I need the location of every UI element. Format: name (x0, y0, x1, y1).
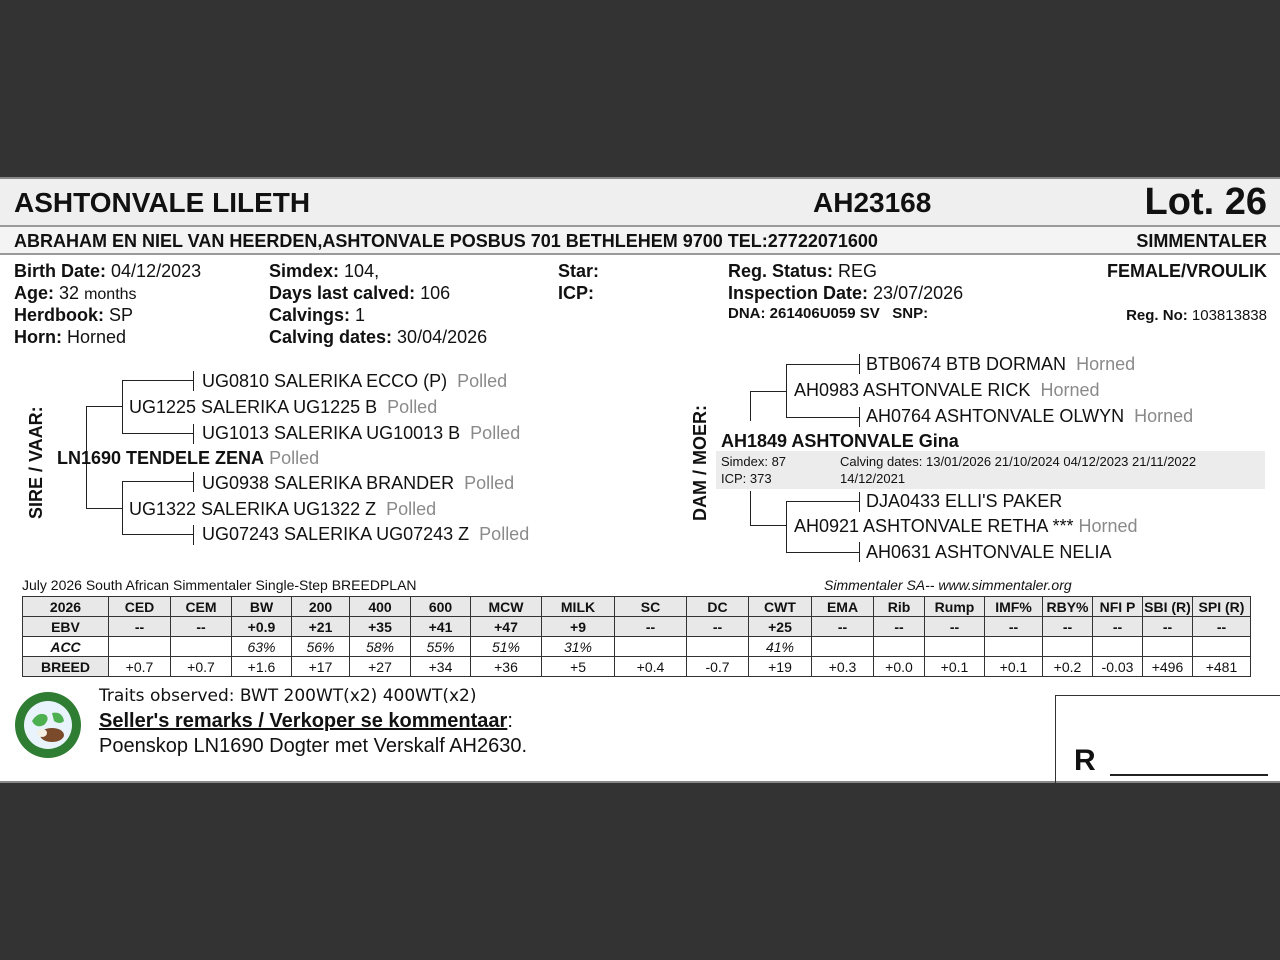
dam-tick-dsd (859, 407, 860, 427)
dam-sire: AH0983 ASHTONVALE RICK Horned (794, 380, 1100, 400)
breed-row-cell: +496 (1143, 657, 1193, 677)
ebv-header-row-cell: SBI (R) (1144, 598, 1191, 615)
sire-vline-sd (122, 481, 123, 535)
acc-row-cell (615, 637, 687, 657)
price-line[interactable] (1110, 774, 1268, 776)
ebv-row-cell: +47 (471, 617, 542, 637)
sire-dam-dam: UG07243 SALERIKA UG07243 Z Polled (202, 524, 530, 544)
breed-row-cell: +0.4 (615, 657, 687, 677)
ebv-header-row-cell: MILK (542, 597, 615, 617)
dam-tick-ddd (859, 542, 860, 562)
dam-hline-dds (786, 501, 860, 502)
acc-row-cell: ACC (23, 637, 109, 657)
sire-side-label: SIRE / VAAR: (26, 406, 46, 519)
sire-name: LN1690 TENDELE ZENA Polled (57, 448, 320, 468)
ebv-header-row-cell: RBY% (1043, 597, 1093, 617)
ebv-header-row (23, 597, 1251, 617)
sire-tick-sds (193, 472, 194, 492)
acc-row-cell: 31% (542, 637, 615, 657)
inspection-date: Inspection Date: 23/07/2026 (728, 283, 964, 303)
traits-observed: Traits observed: BWT 200WT(x2) 400WT(x2) (99, 686, 477, 706)
breed-row-cell: +34 (411, 657, 471, 677)
breed-row-cell: +19 (749, 657, 812, 677)
breed-row-cell: +0.1 (925, 657, 985, 677)
dam-sire-sire: BTB0674 BTB DORMAN Horned (866, 354, 1136, 374)
breed-row-cell: +0.0 (874, 657, 925, 677)
horn: Horn: Horned (14, 327, 127, 347)
price-box (1055, 695, 1280, 785)
breedplan-site: Simmentaler SA-- www.simmentaler.org (824, 577, 1072, 593)
ebv-row (23, 617, 1251, 637)
ebv-header-row-cell: DC (687, 597, 749, 617)
ebv-header-row-cell: SPI (R) (1193, 597, 1251, 617)
acc-row-cell: 58% (350, 637, 411, 657)
dam-tick-dds (859, 492, 860, 512)
acc-row-cell (985, 637, 1043, 657)
acc-row-cell (1043, 637, 1093, 657)
simmentaler-logo-icon (14, 691, 82, 759)
dam-hline-ds (750, 391, 786, 392)
acc-row-cell (925, 637, 985, 657)
dam-vline-top (750, 391, 751, 421)
ebv-header-row-cell: Rib (874, 597, 925, 617)
acc-row-cell (874, 637, 925, 657)
breed-row-cell: +0.7 (171, 657, 232, 677)
header-bar (0, 179, 1280, 227)
ebv-row-cell: -- (925, 617, 985, 637)
sire-vline-ss (122, 380, 123, 434)
breed-row-cell: +36 (471, 657, 542, 677)
acc-row-cell (1193, 637, 1251, 657)
sire-tick-sss (193, 371, 194, 391)
acc-row-cell: 56% (292, 637, 350, 657)
dam-vline-ds (786, 364, 787, 418)
ebv-header-row-cell: MCW (471, 597, 542, 617)
dam-hline-dd (750, 525, 786, 526)
breed-row-cell: +1.6 (232, 657, 292, 677)
simdex: Simdex: 104, (269, 261, 380, 281)
acc-row-cell: 63% (232, 637, 292, 657)
breed-row-cell: -0.7 (687, 657, 749, 677)
sire-hline-sss (122, 380, 194, 381)
reg-status: Reg. Status: REG (728, 261, 878, 281)
acc-row-cell: 55% (411, 637, 471, 657)
acc-row (23, 637, 1251, 657)
ebv-row-cell: -- (1193, 617, 1251, 637)
acc-row-cell (1143, 637, 1193, 657)
ebv-header-row-cell: 200 (292, 597, 350, 617)
dam-name: AH1849 ASHTONVALE Gina (721, 431, 959, 451)
ebv-header-row-cell: Rump (925, 597, 985, 617)
ebv-row-cell: -- (1143, 617, 1193, 637)
ebv-row-cell: -- (985, 617, 1043, 637)
ebv-header-row-cell: CED (109, 597, 171, 617)
seller-remarks: Poenskop LN1690 Dogter met Verskalf AH2630. (99, 735, 528, 757)
reg-no: Reg. No: 103813838 (1126, 307, 1267, 324)
owner-bar (0, 227, 1280, 255)
acc-row-cell: 51% (471, 637, 542, 657)
dam-dam-dam: AH0631 ASHTONVALE NELIA (866, 542, 1112, 562)
acc-row-cell (812, 637, 874, 657)
dam-tick-dss (859, 354, 860, 374)
star-label: Star: (558, 261, 600, 281)
sire-hline-ss (86, 406, 122, 407)
acc-row-cell: 41% (749, 637, 812, 657)
ebv-header-row-cell: CWT (749, 597, 812, 617)
r-label: R (1074, 744, 1096, 777)
breed-row (23, 657, 1251, 677)
ebv-header-row-cell: SC (615, 597, 687, 617)
birth-date: Birth Date: 04/12/2023 (14, 261, 202, 281)
dam-sire-dam: AH0764 ASHTONVALE OLWYN Horned (866, 406, 1194, 426)
sire-sire-sire: UG0810 SALERIKA ECCO (P) Polled (202, 371, 508, 391)
breed-row-cell: -0.03 (1093, 657, 1143, 677)
breed-row-cell: +0.2 (1043, 657, 1093, 677)
dam-dam: AH0921 ASHTONVALE RETHA *** Horned (794, 516, 1138, 536)
breed-row-cell: BREED (23, 657, 109, 677)
breed-row-cell: +0.7 (109, 657, 171, 677)
dam-icp: ICP: 373 (721, 471, 772, 486)
ebv-header-row-cell: 400 (350, 597, 411, 617)
ebv-row-cell: -- (109, 617, 171, 637)
dam-calving-dates-2: 14/12/2021 (840, 471, 906, 486)
sire-sire-dam: UG1013 SALERIKA UG10013 B Polled (202, 423, 521, 443)
acc-row-cell (687, 637, 749, 657)
acc-row-cell (171, 637, 232, 657)
breed-row-cell: +5 (542, 657, 615, 677)
dna-snp: DNA: 261406U059 SV SNP: (728, 305, 929, 322)
dam-vline-bottom (750, 491, 751, 525)
breed-row-cell: +481 (1193, 657, 1251, 677)
ebv-header-row-cell: BW (232, 597, 292, 617)
dam-dam-sire: DJA0433 ELLI'S PAKER (866, 491, 1063, 511)
herdbook: Herdbook: SP (14, 305, 134, 325)
dam-hline-ddd (786, 552, 860, 553)
acc-row-cell (1093, 637, 1143, 657)
ebv-row-cell: +41 (411, 617, 471, 637)
sire-hline-sdd (122, 534, 194, 535)
ebv-header-row-cell: 600 (411, 597, 471, 617)
calvings: Calvings: 1 (269, 305, 366, 325)
age: Age: 32 months (14, 283, 137, 303)
dam-simdex: Simdex: 87 (721, 454, 787, 469)
dam-hline-dsd (786, 417, 860, 418)
lot-number: Lot. 26 (1144, 181, 1267, 223)
breed-row-cell: +17 (292, 657, 350, 677)
sire-hline-sd (86, 508, 122, 509)
acc-row-cell (109, 637, 171, 657)
dam-side-label: DAM / MOER: (690, 405, 710, 521)
remarks-heading: Seller's remarks / Verkoper se kommentaar: (99, 710, 513, 732)
breedplan-title: July 2026 South African Simmentaler Single-Step BREEDPLAN (22, 577, 417, 593)
sex: FEMALE/VROULIK (1107, 261, 1267, 281)
dam-vline-dd (786, 501, 787, 553)
ebv-table (22, 596, 1251, 677)
ebv-row-cell: +21 (292, 617, 350, 637)
calving-dates: Calving dates: 30/04/2026 (269, 327, 488, 347)
ebv-row-cell: -- (874, 617, 925, 637)
ebv-header-row-cell: 2026 (23, 597, 109, 617)
days-last-calved: Days last calved: 106 (269, 283, 451, 303)
ebv-header-row-cell: CEM (171, 597, 232, 617)
breed-row-cell: +0.1 (985, 657, 1043, 677)
sire-sire: UG1225 SALERIKA UG1225 B Polled (129, 397, 438, 417)
breed-row-cell: +0.3 (812, 657, 874, 677)
breed-row-cell: +27 (350, 657, 411, 677)
animal-name: ASHTONVALE LILETH (14, 187, 311, 218)
animal-id: AH23168 (813, 187, 932, 218)
sire-hline-ssd (122, 433, 194, 434)
lot-card (0, 177, 1280, 783)
ebv-row-cell: -- (687, 617, 749, 637)
ebv-header-row-cell: EMA (812, 597, 874, 617)
ebv-row-cell: -- (1043, 617, 1093, 637)
ebv-row-cell: -- (812, 617, 874, 637)
ebv-header-row-cell: IMF% (985, 597, 1043, 617)
sire-dam: UG1322 SALERIKA UG1322 Z Polled (129, 499, 437, 519)
owner-info: ABRAHAM EN NIEL VAN HEERDEN,ASHTONVALE POSBUS 701 BETHLEHEM 9700 TEL:27722071600 (14, 231, 878, 251)
breed-name: SIMMENTALER (1136, 231, 1267, 251)
sire-dam-sire: UG0938 SALERIKA BRANDER Polled (202, 473, 515, 493)
ebv-row-cell: -- (1093, 617, 1143, 637)
sire-hline-sds (122, 481, 194, 482)
ebv-row-cell: +9 (542, 617, 615, 637)
sire-tick-ssd (193, 424, 194, 444)
ebv-row-cell: +0.9 (232, 617, 292, 637)
ebv-row-cell: EBV (23, 617, 109, 637)
icp-label: ICP: (558, 283, 594, 303)
dam-calving-dates: Calving dates: 13/01/2026 21/10/2024 04/12/2023 21/11/2022 (840, 454, 1197, 469)
ebv-row-cell: +25 (749, 617, 812, 637)
ebv-row-cell: -- (171, 617, 232, 637)
ebv-row-cell: +35 (350, 617, 411, 637)
ebv-header-row-cell: NFI P (1093, 597, 1143, 617)
dam-hline-dss (786, 364, 860, 365)
ebv-row-cell: -- (615, 617, 687, 637)
sire-tick-sdd (193, 525, 194, 545)
